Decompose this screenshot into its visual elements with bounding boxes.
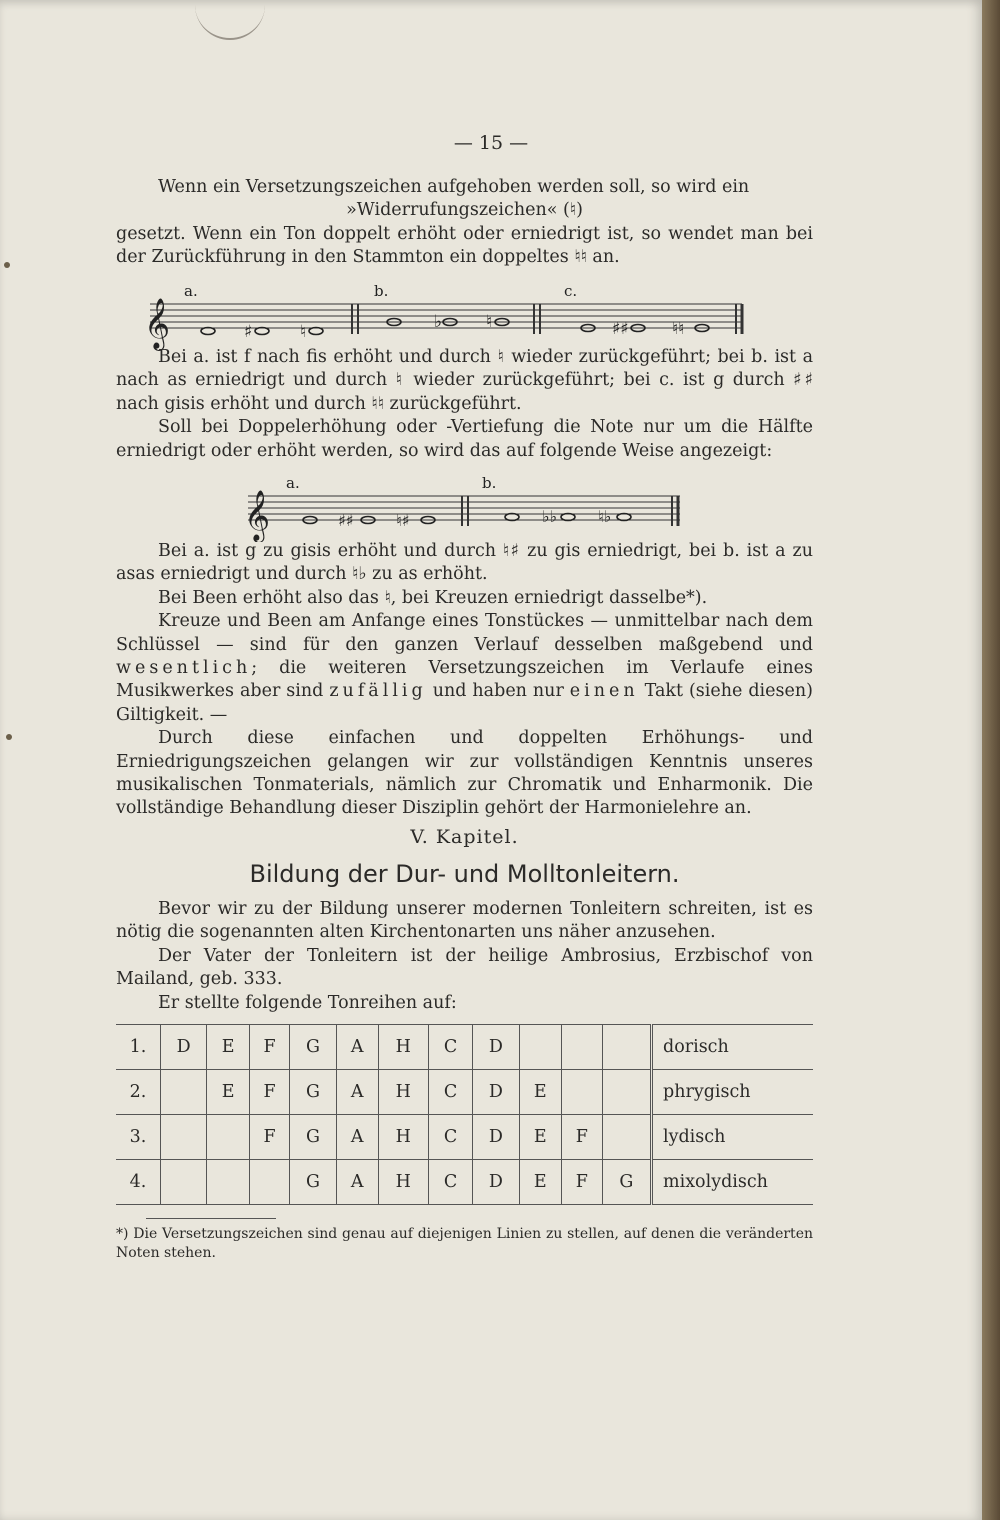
- note-cell: [207, 1160, 250, 1205]
- note-cell: [562, 1070, 603, 1115]
- book-edge: [982, 0, 1000, 1520]
- note-cell: [249, 1160, 290, 1205]
- double-flat-icon: ♭♭: [542, 507, 558, 526]
- table-row: [116, 1025, 813, 1070]
- row-number: 2.: [116, 1070, 161, 1115]
- note-cell: H: [378, 1025, 428, 1070]
- note-cell: [562, 1025, 603, 1070]
- section-heading: Bildung der Dur- und Molltonleitern.: [249, 860, 680, 888]
- note-cell: F: [562, 1115, 603, 1160]
- note-cell: C: [428, 1025, 472, 1070]
- note-icon: [201, 328, 215, 335]
- note-icon: [255, 328, 269, 335]
- row-number: 4.: [116, 1160, 161, 1205]
- note-cell: C: [428, 1115, 472, 1160]
- footnote: *) Die Versetzungszeichen sind genau auf diejenigen Linien zu stellen, auf denen die veränderten Noten stehen.: [116, 1226, 813, 1261]
- double-natural-icon: ♮♮: [672, 319, 685, 339]
- row-number: 3.: [116, 1115, 161, 1160]
- paragraph-kirchentonarten: Bevor wir zu der Bildung unserer modernen Tonleitern schreiten, ist es nötig die sogenannten alten Kirchentonarten uns näher anzusehen. Der Vater der Tonleitern ist der heilige Ambrosius, Erzbischof von Mailand, geb. 333. Er stellte folgende Tonreihen auf:: [116, 899, 813, 1013]
- note-cell: G: [290, 1070, 336, 1115]
- note-cell: E: [519, 1115, 562, 1160]
- mode-name: phrygisch: [652, 1070, 814, 1115]
- table-row: [116, 1160, 813, 1205]
- note-icon: [617, 514, 631, 521]
- note-cell: D: [473, 1025, 519, 1070]
- note-icon: [309, 328, 323, 335]
- mode-name: lydisch: [652, 1115, 814, 1160]
- margin-mark: [6, 734, 12, 740]
- note-cell: G: [290, 1025, 336, 1070]
- paragraph-widerruf: Wenn ein Versetzungszeichen aufgehoben werden soll, so wird ein »Widerrufungszeichen« (♮) gesetzt. Wenn ein Ton doppelt erhöht oder erniedrigt ist, so wendet man bei der Zurückführung in den Stammton ein doppeltes ♮♮ an.: [116, 177, 813, 268]
- double-sharp-icon: ♯♯: [338, 511, 354, 530]
- natural-icon: ♮: [300, 322, 307, 342]
- note-cell: H: [378, 1115, 428, 1160]
- note-cell: E: [519, 1070, 562, 1115]
- example-label-a: a.: [286, 474, 300, 492]
- treble-clef-icon: 𝄞: [144, 298, 171, 349]
- sharp-icon: ♯: [244, 322, 253, 342]
- natural-icon: ♮: [486, 312, 493, 332]
- tonreihen-table: [116, 1024, 813, 1205]
- note-icon: [561, 514, 575, 521]
- note-cell: G: [602, 1160, 651, 1205]
- table-row: [116, 1070, 813, 1115]
- note-cell: D: [473, 1115, 519, 1160]
- staff-example-2: [240, 472, 700, 542]
- margin-mark: [4, 262, 10, 268]
- note-cell: G: [290, 1160, 336, 1205]
- note-cell: F: [249, 1025, 290, 1070]
- note-cell: F: [249, 1070, 290, 1115]
- note-cell: A: [336, 1025, 378, 1070]
- note-cell: F: [249, 1115, 290, 1160]
- flat-icon: ♭: [434, 312, 443, 332]
- double-sharp-icon: ♯♯: [612, 319, 629, 339]
- mode-name: dorisch: [652, 1025, 814, 1070]
- note-cell: D: [473, 1070, 519, 1115]
- page-corner-fold: [195, 0, 265, 40]
- example-label-b: b.: [374, 282, 389, 300]
- treble-clef-icon: 𝄞: [244, 490, 271, 541]
- note-cell: A: [336, 1070, 378, 1115]
- row-number: 1.: [116, 1025, 161, 1070]
- paragraph-explanation-1: Bei a. ist f nach fis erhöht und durch ♮ wieder zurückgeführt; bei b. ist a nach as erniedrigt und durch ♮ wieder zurückgeführt; bei c. ist g durch ♯♯ nach gisis erhöht und durch ♮♮ zurückgeführt. Soll bei Doppelerhöhung oder -Vertiefung die Note nur um die Hälfte erniedrigt oder erhöht werden, so wird das auf folgende Weise angezeigt:: [116, 347, 813, 461]
- note-cell: [161, 1070, 207, 1115]
- note-cell: [602, 1115, 651, 1160]
- note-cell: [161, 1160, 207, 1205]
- note-cell: C: [428, 1070, 472, 1115]
- paragraph-kreuze: Kreuze und Been am Anfange eines Tonstückes — unmittelbar nach dem Schlüssel — sind für den ganzen Verlauf desselben maßgebend und wesentlich; die weiteren Versetzungszeichen im Verlaufe eines Musikwerkes aber sind zufällig und haben nur einen Takt (siehe diesen) Giltigkeit. —: [116, 611, 813, 725]
- note-cell: F: [562, 1160, 603, 1205]
- note-cell: E: [519, 1160, 562, 1205]
- note-cell: [602, 1025, 651, 1070]
- note-cell: [602, 1070, 651, 1115]
- chapter-title: V. Kapitel.: [410, 826, 519, 848]
- note-cell: [519, 1025, 562, 1070]
- note-icon: [505, 514, 519, 521]
- example-label-c: c.: [564, 282, 578, 300]
- footnote-divider: [146, 1218, 276, 1219]
- note-cell: E: [207, 1025, 250, 1070]
- staff-example-1: [136, 282, 816, 352]
- note-cell: D: [161, 1025, 207, 1070]
- page-number: — 15 —: [453, 132, 529, 154]
- table-row: [116, 1115, 813, 1160]
- note-cell: H: [378, 1070, 428, 1115]
- note-cell: C: [428, 1160, 472, 1205]
- example-label-b: b.: [482, 474, 497, 492]
- note-cell: [207, 1115, 250, 1160]
- mode-name: mixolydisch: [652, 1160, 814, 1205]
- note-cell: [161, 1115, 207, 1160]
- note-cell: H: [378, 1160, 428, 1205]
- note-cell: D: [473, 1160, 519, 1205]
- music-example-2: [240, 472, 700, 547]
- natural-sharp-icon: ♮♯: [396, 511, 410, 530]
- example-label-a: a.: [184, 282, 198, 300]
- note-cell: G: [290, 1115, 336, 1160]
- note-cell: E: [207, 1070, 250, 1115]
- note-cell: A: [336, 1160, 378, 1205]
- natural-flat-icon: ♮♭: [598, 507, 612, 526]
- note-cell: A: [336, 1115, 378, 1160]
- paragraph-explanation-2: Bei a. ist g zu gisis erhöht und durch ♮♯ zu gis erniedrigt, bei b. ist a zu asas erniedrigt und durch ♮♭ zu as erhöht. Bei Been erhöht also das ♮, bei Kreuzen erniedrigt dasselbe*). Kreuze und Been am Anfange eines Tonstückes — unmittelbar nach dem Schlüssel — sind für den ganzen Verlauf desselben maßgebend und wesentlich; die weiteren Versetzungszeichen im Verlaufe eines Musikwerkes aber sind zufällig und haben nur einen Takt (siehe diesen) Giltigkeit. — Durch diese einfachen und doppelten Erhöhungs- und Erniedrigungszeichen gelangen wir zur vollständigen Kenntnis unseres musikalischen Tonmaterials, nämlich zur Chromatik und Enharmonik. Die vollständige Behandlung dieser Disziplin gehört der Harmonielehre an.: [116, 541, 813, 819]
